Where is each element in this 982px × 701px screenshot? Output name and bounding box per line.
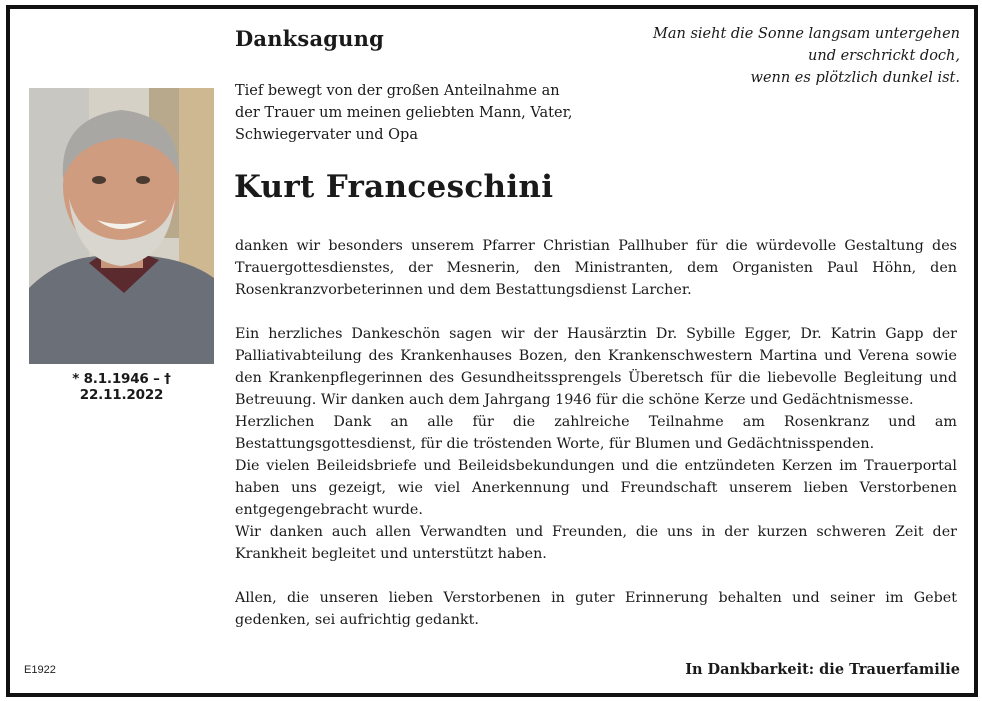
obituary-frame [6, 5, 978, 697]
body-paragraph: Ein herzliches Dankeschön sagen wir der Hausärztin Dr. Sybille Egger, Dr. Katrin Gapp der Palliativabteilung des Krankenhauses Bozen, den Krankenschwestern Martina und Verena sowie den Krankenpflegerinnen des Gesundheitssprengels Überetsch für die liebevolle Begleitung und Betreuung. Wir danken auch dem Jahrgang 1946 für die schöne Kerze und Gedächtnismesse. [235, 326, 957, 408]
body-paragraph: Die vielen Beileidsbriefe und Beileidsbekundungen und die entzündeten Kerzen im Trauerportal haben uns gezeigt, wie viel Anerkennung und Freundschaft unserem lieben Verstorbenen entgegengebracht wurde. [235, 458, 957, 518]
portrait-illustration [29, 88, 214, 364]
intro-line: Schwiegervater und Opa [235, 127, 418, 143]
body-paragraph: Herzlichen Dank an alle für die zahlreiche Teilnahme am Rosenkranz und am Bestattungsgottesdienst, für die tröstenden Worte, für Blumen und Gedächtnisspenden. [235, 414, 957, 452]
body-paragraph: danken wir besonders unserem Pfarrer Christian Pallhuber für die würdevolle Gestaltung des Trauergottesdienstes, der Mesnerin, den Ministranten, dem Organisten Paul Höhn, den Rosenkranzvorbeterinnen und dem Bestattungsdienst Larcher. [235, 238, 957, 298]
intro-line: Tief bewegt von der großen Anteilnahme an [235, 83, 560, 99]
thanks-body [235, 235, 957, 631]
page-title: Danksagung [235, 26, 384, 51]
deceased-name: Kurt Franceschini [234, 169, 554, 205]
life-dates: * 8.1.1946 – † 22.11.2022 [72, 371, 171, 403]
ad-code: E1922 [24, 664, 56, 676]
intro-text [235, 80, 655, 146]
quote-line: und erschrickt doch, [808, 48, 960, 64]
quote-line: Man sieht die Sonne langsam untergehen [653, 26, 960, 42]
intro-line: der Trauer um meinen geliebten Mann, Vater, [235, 105, 573, 121]
signoff: In Dankbarkeit: die Trauerfamilie [685, 661, 960, 678]
body-paragraph: Wir danken auch allen Verwandten und Freunden, die uns in der kurzen schweren Zeit der Krankheit begleitet und unterstützt haben. [235, 524, 957, 562]
portrait-photo [29, 88, 214, 364]
body-paragraph: Allen, die unseren lieben Verstorbenen in guter Erinnerung behalten und seiner im Gebet gedenken, sei aufrichtig gedankt. [235, 590, 957, 628]
quote-line: wenn es plötzlich dunkel ist. [750, 70, 960, 86]
